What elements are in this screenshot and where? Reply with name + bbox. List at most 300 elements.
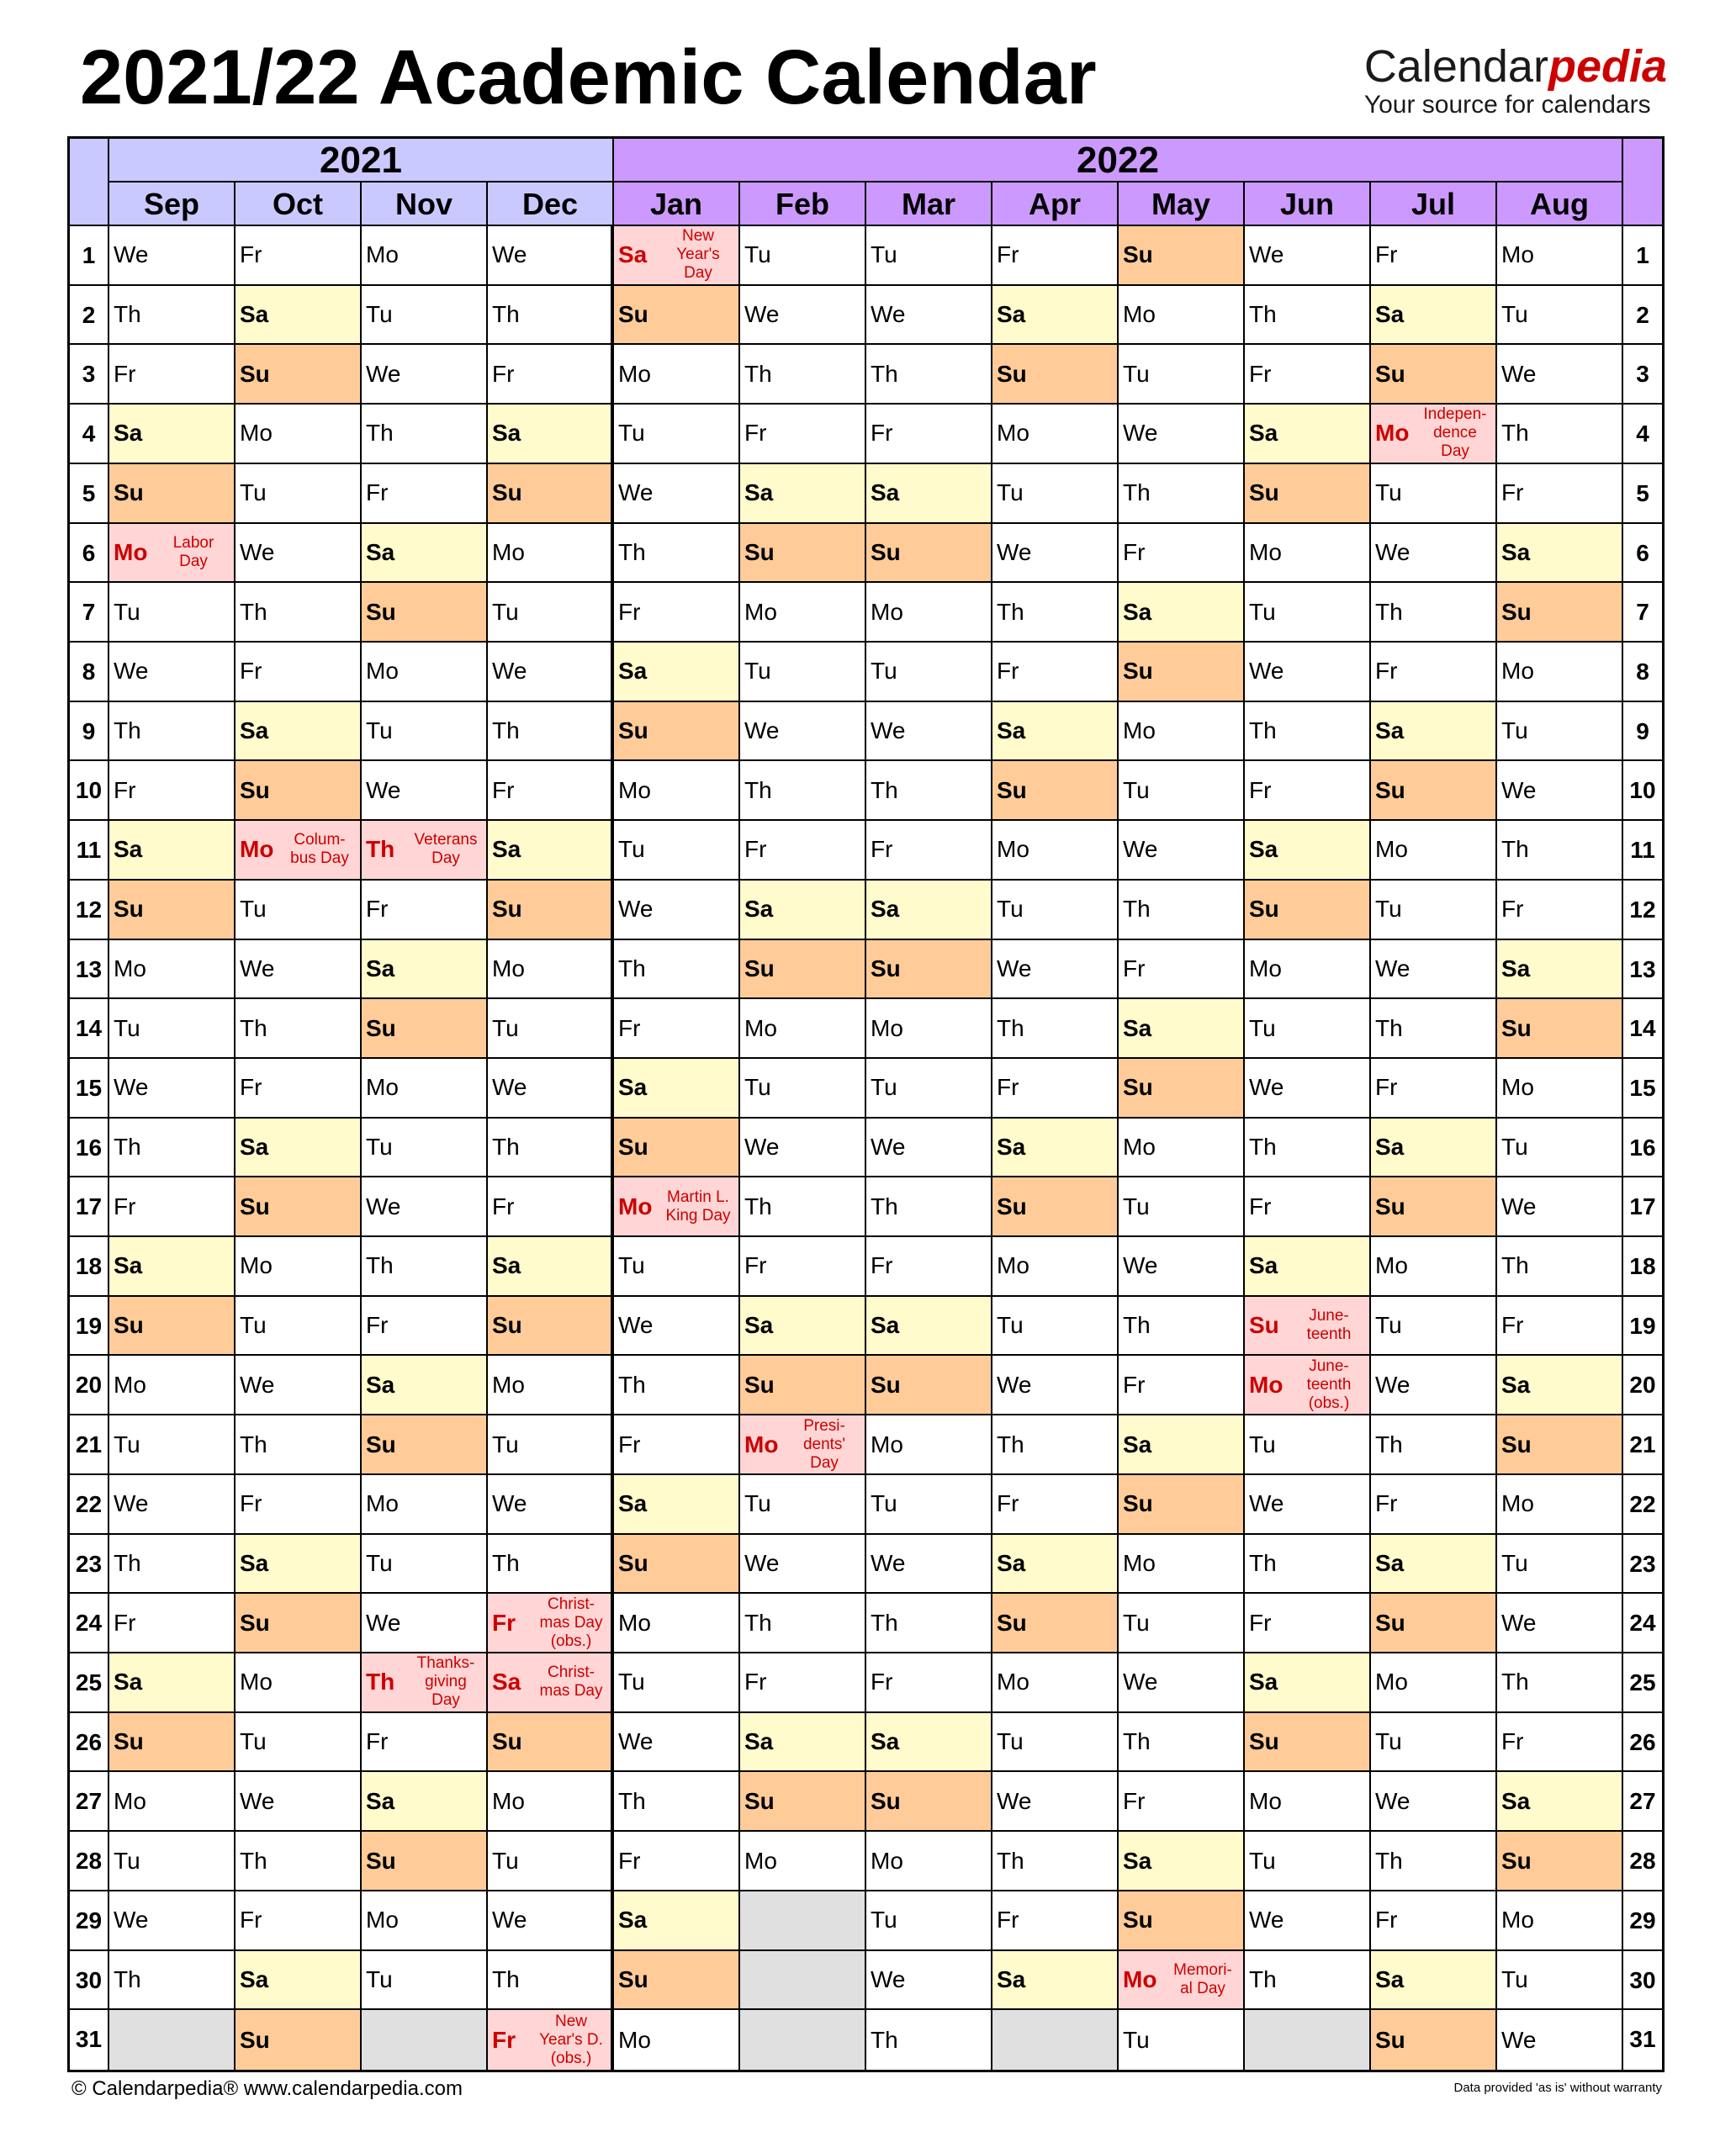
day-cell: [488, 1297, 614, 1357]
weekday-label: Th: [744, 360, 772, 387]
weekday-label: Fr: [618, 1431, 641, 1457]
weekday-label: Sa: [1375, 1965, 1405, 1992]
weekday-label: We: [366, 776, 401, 803]
weekday-label: Mo: [492, 538, 525, 565]
weekday-label: Tu: [618, 1252, 645, 1279]
weekday-label: Th: [618, 538, 646, 565]
day-number: 21: [1623, 1415, 1662, 1475]
month-header-jun: Jun: [1245, 183, 1371, 226]
day-cell: [236, 1059, 362, 1119]
day-cell: [362, 1356, 488, 1415]
day-cell: [992, 761, 1119, 821]
day-number: 6: [1623, 524, 1662, 584]
day-cell: [236, 1653, 362, 1713]
weekday-label: Su: [618, 1965, 648, 1992]
holiday-name: Thanks- giving Day: [416, 1654, 475, 1710]
day-cell: [740, 821, 866, 881]
weekday-label: Fr: [1123, 1787, 1146, 1814]
day-cell: [992, 1594, 1119, 1653]
year-header-2021: 2021: [109, 139, 614, 183]
weekday-label: Su: [1375, 2026, 1405, 2053]
month-header-apr: Apr: [992, 183, 1119, 226]
day-cell: [236, 1891, 362, 1951]
weekday-label: Sa: [744, 1312, 774, 1339]
day-cell: [866, 464, 992, 524]
weekday-label: Fr: [1501, 896, 1524, 923]
day-cell: [488, 1356, 614, 1415]
day-cell: [1245, 1594, 1371, 1653]
day-cell: [1119, 1475, 1245, 1535]
month-header-aug: Aug: [1497, 183, 1623, 226]
weekday-label: Su: [240, 360, 270, 387]
weekday-label: Mo: [618, 360, 651, 387]
day-cell: [1371, 1177, 1497, 1237]
header-corner-left: [70, 139, 109, 226]
day-cell: [740, 1653, 866, 1713]
day-number: 29: [1623, 1891, 1662, 1951]
day-cell: [740, 1475, 866, 1535]
day-cell: [236, 643, 362, 702]
day-cell: [236, 286, 362, 346]
weekday-label: We: [744, 1549, 780, 1576]
weekday-label: Su: [366, 1014, 396, 1041]
day-cell: [614, 1951, 740, 2011]
header-corner-right: [1623, 139, 1662, 226]
weekday-label: Fr: [997, 241, 1019, 268]
day-number: 23: [70, 1535, 109, 1595]
weekday-label: Th: [240, 1014, 267, 1041]
day-number: 22: [1623, 1475, 1662, 1535]
day-number: 29: [70, 1891, 109, 1951]
day-cell: [992, 1177, 1119, 1237]
holiday-cell: [488, 1653, 614, 1713]
weekday-label: We: [1501, 2026, 1537, 2053]
day-cell: [109, 1059, 236, 1119]
weekday-label: Mo: [1123, 1549, 1156, 1576]
day-cell: [992, 405, 1119, 464]
weekday-label: Sa: [997, 717, 1026, 744]
day-cell: [236, 1713, 362, 1773]
day-cell: [740, 1535, 866, 1595]
weekday-label: Su: [492, 1312, 522, 1339]
day-cell: [614, 761, 740, 821]
day-cell: [236, 881, 362, 940]
day-cell: [362, 1119, 488, 1178]
weekday-label: We: [366, 1193, 401, 1219]
weekday-label: Sa: [114, 420, 143, 447]
weekday-label: Mo: [997, 1252, 1029, 1279]
weekday-label: Th: [492, 1965, 520, 1992]
day-cell: [1371, 1119, 1497, 1178]
weekday-label: Sa: [1249, 420, 1278, 447]
day-cell: [740, 524, 866, 584]
weekday-label: Su: [1123, 1907, 1153, 1933]
weekday-label: Th: [366, 1252, 394, 1279]
weekday-label: Mo: [871, 1847, 903, 1874]
weekday-label: Tu: [744, 1490, 771, 1517]
day-cell: [1119, 524, 1245, 584]
day-cell: [1119, 1832, 1245, 1891]
weekday-label: Tu: [366, 1549, 393, 1576]
weekday-label: We: [1249, 658, 1284, 685]
weekday-label: Th: [1123, 1312, 1151, 1339]
day-cell: [1497, 1356, 1623, 1415]
holiday-name: New Year's Day: [676, 227, 720, 283]
day-cell: [1119, 999, 1245, 1059]
weekday-label: Tu: [997, 896, 1024, 923]
weekday-label: Mo: [114, 1371, 146, 1398]
weekday-label: Fr: [240, 241, 262, 268]
day-cell: [1119, 821, 1245, 881]
weekday-label: Sa: [240, 717, 269, 744]
weekday-label: Th: [744, 776, 772, 803]
day-cell: [1497, 1772, 1623, 1832]
weekday-label: Th: [1123, 479, 1151, 506]
weekday-label: Su: [997, 1609, 1027, 1636]
weekday-label: Mo: [1249, 955, 1282, 981]
weekday-label: Su: [1501, 1014, 1532, 1041]
weekday-label: Fr: [114, 776, 136, 803]
day-cell: [1245, 1119, 1371, 1178]
weekday-label: Sa: [618, 1490, 648, 1517]
weekday-label: Mo: [1375, 836, 1408, 863]
weekday-label: We: [114, 1074, 149, 1101]
day-cell: [614, 1119, 740, 1178]
day-number: 1: [70, 226, 109, 286]
day-cell: [992, 1891, 1119, 1951]
empty-day-cell: [109, 2010, 236, 2070]
day-cell: [866, 286, 992, 346]
day-number: 19: [70, 1297, 109, 1357]
day-cell: [1371, 1713, 1497, 1773]
day-cell: [109, 1356, 236, 1415]
weekday-label: Fr: [366, 1312, 389, 1339]
weekday-label: Th: [492, 717, 520, 744]
day-cell: [109, 226, 236, 286]
month-header-nov: Nov: [362, 183, 488, 226]
day-cell: [1371, 1594, 1497, 1653]
weekday-label: We: [1249, 241, 1284, 268]
weekday-label: Th: [1375, 598, 1403, 625]
weekday-label: Su: [1501, 1847, 1532, 1874]
month-header-dec: Dec: [488, 183, 614, 226]
day-cell: [992, 1535, 1119, 1595]
weekday-label: Fr: [240, 1907, 262, 1933]
weekday-label: Tu: [114, 598, 140, 625]
weekday-label: Tu: [1375, 1728, 1402, 1755]
day-cell: [1245, 1475, 1371, 1535]
weekday-label: Mo: [744, 1847, 777, 1874]
weekday-label: Sa: [744, 896, 774, 923]
weekday-label: Tu: [618, 420, 645, 447]
day-cell: [1371, 226, 1497, 286]
day-cell: [1497, 881, 1623, 940]
day-cell: [992, 1059, 1119, 1119]
day-number: 15: [1623, 1059, 1662, 1119]
weekday-label: Sa: [1375, 301, 1405, 328]
day-cell: [488, 1059, 614, 1119]
day-number: 31: [1629, 2026, 1656, 2053]
weekday-label: Sa: [744, 479, 774, 506]
weekday-label: Tu: [366, 1133, 393, 1160]
weekday-label: Mo: [1501, 1907, 1534, 1933]
weekday-label: Th: [1501, 1252, 1529, 1279]
day-cell: [488, 1415, 614, 1475]
day-cell: [992, 821, 1119, 881]
day-cell: [740, 583, 866, 643]
day-cell: [109, 1535, 236, 1595]
holiday-name: Christ- mas Day: [539, 1664, 603, 1701]
day-cell: [362, 1594, 488, 1653]
weekday-label: Sa: [366, 955, 395, 981]
day-cell: [1371, 345, 1497, 405]
weekday-label: Sa: [618, 658, 648, 685]
day-cell: [992, 940, 1119, 1000]
weekday-label: Su: [492, 896, 522, 923]
weekday-label: Su: [744, 538, 775, 565]
day-number: 19: [1623, 1297, 1662, 1357]
weekday-label: Mo: [618, 2026, 651, 2053]
weekday-label: Sa: [1123, 1847, 1152, 1874]
weekday-label: Sa: [492, 420, 521, 447]
day-cell: [488, 821, 614, 881]
weekday-label: Fr: [492, 360, 515, 387]
day-cell: [1497, 940, 1623, 1000]
day-cell: [1119, 1535, 1245, 1595]
weekday-label: Fr: [1123, 1371, 1146, 1398]
weekday-label: Sa: [618, 241, 648, 268]
day-cell: [614, 286, 740, 346]
weekday-label: Th: [114, 717, 141, 744]
day-cell: [614, 1891, 740, 1951]
weekday-label: Fr: [1501, 1312, 1524, 1339]
day-cell: [1497, 821, 1623, 881]
day-cell: [740, 1119, 866, 1178]
day-cell: [614, 881, 740, 940]
weekday-label: Su: [240, 776, 270, 803]
weekday-label: Sa: [492, 836, 521, 863]
day-cell: [992, 1415, 1119, 1475]
weekday-label: We: [114, 1490, 149, 1517]
weekday-label: We: [997, 1371, 1032, 1398]
weekday-label: Th: [1501, 420, 1529, 447]
weekday-label: Tu: [1123, 1193, 1150, 1219]
day-cell: [866, 1415, 992, 1475]
day-cell: [1119, 881, 1245, 940]
weekday-label: Su: [1249, 1312, 1279, 1339]
holiday-cell: [1371, 405, 1497, 464]
day-cell: [866, 881, 992, 940]
weekday-label: Sa: [240, 1965, 269, 1992]
day-number: 14: [70, 999, 109, 1059]
weekday-label: We: [1501, 1193, 1537, 1219]
day-cell: [614, 1059, 740, 1119]
weekday-label: Su: [1375, 1609, 1405, 1636]
weekday-label: We: [492, 1490, 527, 1517]
day-cell: [488, 1832, 614, 1891]
day-number: 15: [70, 1059, 109, 1119]
day-cell: [992, 1713, 1119, 1773]
day-cell: [236, 1475, 362, 1535]
day-cell: [236, 583, 362, 643]
day-cell: [740, 702, 866, 762]
weekday-label: Fr: [618, 1014, 641, 1041]
weekday-label: Th: [997, 598, 1024, 625]
weekday-label: Mo: [1501, 241, 1534, 268]
weekday-label: We: [618, 1312, 654, 1339]
day-cell: [362, 1891, 488, 1951]
holiday-cell: [362, 821, 488, 881]
day-cell: [866, 702, 992, 762]
holiday-name: Presi- dents' Day: [802, 1416, 846, 1472]
weekday-label: Mo: [1249, 1787, 1282, 1814]
weekday-label: Th: [997, 1847, 1024, 1874]
day-cell: [1497, 1237, 1623, 1297]
weekday-label: Tu: [871, 1490, 897, 1517]
day-number: 30: [70, 1951, 109, 2011]
weekday-label: Mo: [871, 1431, 903, 1457]
month-header-feb: Feb: [740, 183, 866, 226]
day-cell: [1371, 1356, 1497, 1415]
weekday-label: Su: [366, 1431, 396, 1457]
day-cell: [236, 1119, 362, 1178]
weekday-label: We: [997, 1787, 1032, 1814]
weekday-label: We: [1501, 776, 1537, 803]
weekday-label: Tu: [618, 836, 645, 863]
day-cell: [1245, 1772, 1371, 1832]
day-cell: [1497, 643, 1623, 702]
weekday-label: Su: [618, 301, 648, 328]
weekday-label: Fr: [618, 598, 641, 625]
day-cell: [362, 1713, 488, 1773]
weekday-label: Su: [114, 896, 144, 923]
weekday-label: We: [871, 1133, 906, 1160]
weekday-label: Fr: [997, 1074, 1019, 1101]
day-cell: [614, 999, 740, 1059]
day-number: 27: [70, 1772, 109, 1832]
weekday-label: Su: [1249, 479, 1279, 506]
weekday-label: Sa: [1501, 1787, 1531, 1814]
day-cell: [1119, 1356, 1245, 1415]
weekday-label: Tu: [114, 1014, 140, 1041]
day-cell: [488, 464, 614, 524]
day-cell: [866, 1356, 992, 1415]
weekday-label: Fr: [240, 1074, 262, 1101]
weekday-label: Mo: [240, 1669, 273, 1695]
weekday-label: Tu: [1375, 479, 1402, 506]
day-number: 27: [1623, 1772, 1662, 1832]
day-cell: [236, 940, 362, 1000]
day-cell: [236, 999, 362, 1059]
day-number: 24: [70, 1594, 109, 1653]
weekday-label: Th: [871, 1609, 898, 1636]
weekday-label: Th: [366, 1669, 395, 1695]
weekday-label: Th: [618, 1371, 646, 1398]
day-cell: [992, 226, 1119, 286]
day-cell: [740, 226, 866, 286]
day-cell: [866, 583, 992, 643]
day-cell: [866, 999, 992, 1059]
day-cell: [362, 643, 488, 702]
weekday-label: We: [240, 1371, 275, 1398]
day-cell: [1497, 1713, 1623, 1773]
weekday-label: We: [114, 241, 149, 268]
weekday-label: We: [492, 658, 527, 685]
weekday-label: Tu: [1249, 1431, 1276, 1457]
weekday-label: Sa: [1501, 1371, 1531, 1398]
weekday-label: Fr: [997, 658, 1019, 685]
day-cell: [488, 1772, 614, 1832]
holiday-cell: [109, 524, 236, 584]
weekday-label: Mo: [1501, 658, 1534, 685]
empty-day-cell: [992, 2010, 1119, 2070]
day-cell: [992, 1951, 1119, 2011]
day-cell: [1371, 1891, 1497, 1951]
day-cell: [1245, 226, 1371, 286]
day-cell: [236, 1177, 362, 1237]
weekday-label: Th: [114, 301, 141, 328]
weekday-label: Su: [114, 479, 144, 506]
weekday-label: Fr: [1123, 538, 1146, 565]
day-cell: [488, 1891, 614, 1951]
weekday-label: Fr: [240, 1490, 262, 1517]
holiday-cell: [236, 821, 362, 881]
weekday-label: Fr: [1501, 1728, 1524, 1755]
day-cell: [614, 1237, 740, 1297]
weekday-label: Su: [240, 1609, 270, 1636]
day-cell: [992, 1653, 1119, 1713]
day-cell: [866, 1594, 992, 1653]
day-cell: [1497, 999, 1623, 1059]
weekday-label: Sa: [1249, 1669, 1278, 1695]
day-cell: [614, 583, 740, 643]
day-number: 11: [1623, 821, 1662, 881]
weekday-label: We: [618, 1728, 654, 1755]
day-cell: [362, 405, 488, 464]
day-cell: [1371, 286, 1497, 346]
weekday-label: Mo: [114, 538, 148, 565]
weekday-label: Su: [744, 1787, 775, 1814]
weekday-label: Th: [240, 598, 267, 625]
weekday-label: Mo: [744, 1014, 777, 1041]
day-cell: [1371, 702, 1497, 762]
weekday-label: Tu: [1375, 896, 1402, 923]
day-cell: [614, 1297, 740, 1357]
day-cell: [614, 405, 740, 464]
weekday-label: Sa: [366, 538, 395, 565]
day-cell: [236, 761, 362, 821]
day-cell: [1245, 1059, 1371, 1119]
day-cell: [488, 583, 614, 643]
day-cell: [1119, 583, 1245, 643]
day-cell: [1497, 1653, 1623, 1713]
day-cell: [1497, 1297, 1623, 1357]
weekday-label: Tu: [366, 717, 393, 744]
day-cell: [1119, 643, 1245, 702]
weekday-label: Tu: [240, 896, 267, 923]
day-cell: [866, 1119, 992, 1178]
weekday-label: Th: [1375, 1847, 1403, 1874]
day-cell: [614, 821, 740, 881]
day-cell: [1497, 1832, 1623, 1891]
weekday-label: Su: [1249, 1728, 1279, 1755]
day-number: 10: [70, 761, 109, 821]
weekday-label: Sa: [997, 301, 1026, 328]
weekday-label: Su: [871, 955, 901, 981]
day-cell: [1245, 1891, 1371, 1951]
holiday-name: Veterans Day: [414, 831, 478, 868]
day-cell: [362, 524, 488, 584]
